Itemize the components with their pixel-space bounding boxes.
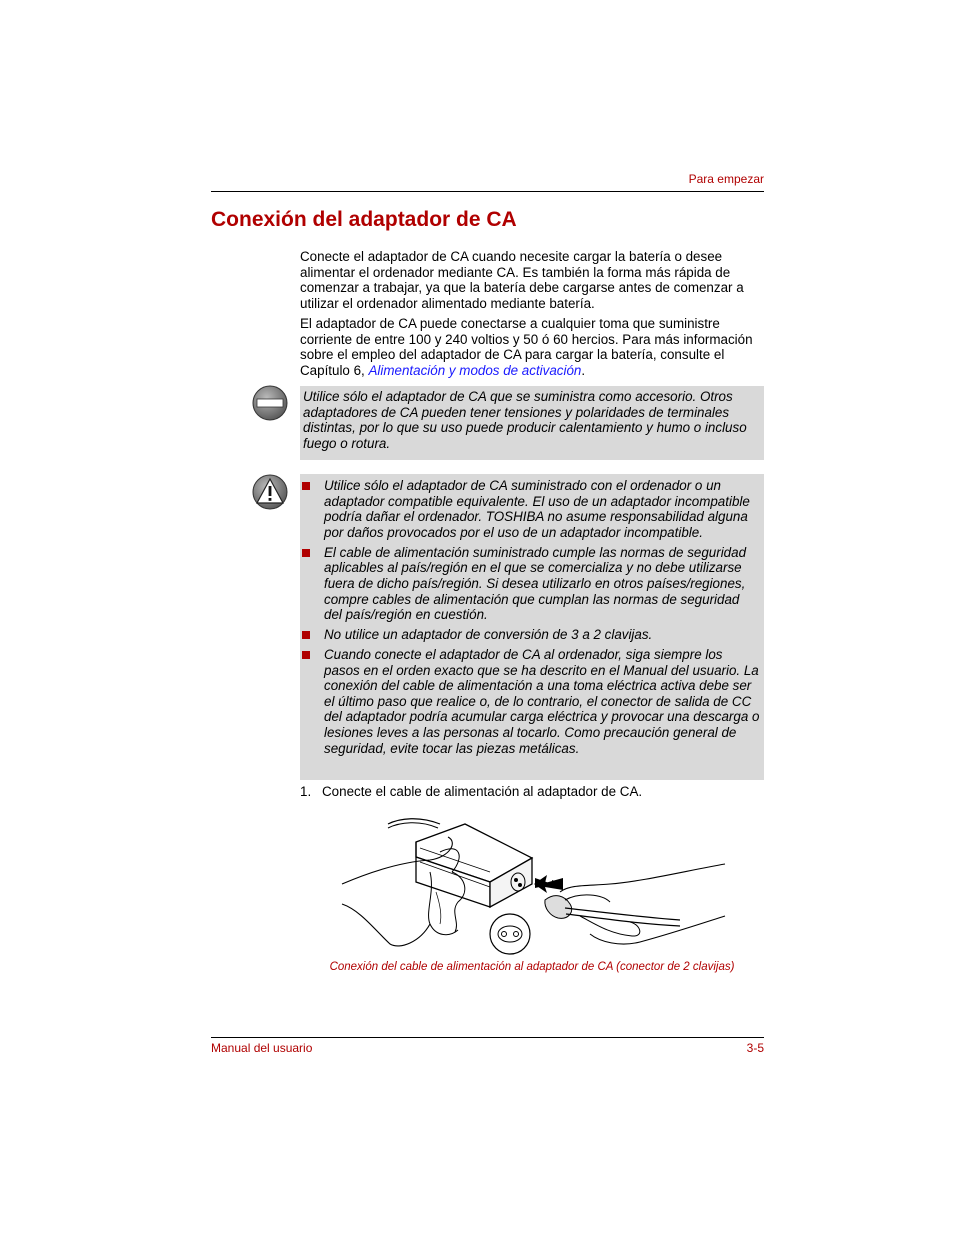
warning-item: [300, 545, 760, 623]
adapter-illustration: [340, 812, 730, 957]
warning-item-text: Utilice sólo el adaptador de CA suministrado con el ordenador o un adaptador compatible equivalente. El uso de un adaptador incompatible podría dañar el ordenador. TOSHIBA no asume responsabilidad alguna por daños provocados por el uso de un adaptador incompatible.: [324, 478, 750, 540]
step-item: [300, 784, 642, 799]
bullet-icon: [302, 631, 310, 639]
bullet-icon: [302, 549, 310, 557]
warning-item-text: El cable de alimentación suministrado cumple las normas de seguridad aplicables al país/región en el que se comercializa y no debe utilizarse fuera de dicho país/región. Si desea utilizarlo en otros países/regiones, compre cables de alimentación que cumplan las normas de seguridad del país/región en cuestión.: [324, 544, 747, 623]
intro-paragraph: Conecte el adaptador de CA cuando necesite cargar la batería o desee alimentar el ordenador mediante CA. Es también la forma más rápida de comenzar a trabajar, ya que la batería debe cargarse antes de comenzar a utilizar el ordenador alimentado mediante batería.: [300, 249, 744, 311]
step-text: Conecte el cable de alimentación al adaptador de CA.: [322, 784, 643, 799]
page-number: 3-5: [746, 1041, 764, 1055]
warning-icon: [252, 474, 288, 510]
warning-list: [300, 478, 760, 756]
info-paragraph-end: .: [581, 362, 586, 378]
info-paragraph: [300, 316, 764, 378]
warning-item: [300, 647, 760, 756]
warning-item-text: Cuando conecte el adaptador de CA al ordenador, siga siempre los pasos en el orden exacto que se ha descrito en el Manual del usuario. La conexión del cable de alimentación a una toma eléctrica activa debe ser el último paso que realice o, de lo contrario, el conector de salida de CC del adaptador podría acumular carga eléctrica y provocar una descarga o lesiones leves a las personas al tocarlo. Como precaución general de seguridad, evite tocar las piezas metálicas.: [324, 647, 760, 756]
step-number: 1.: [300, 784, 312, 799]
chapter-link[interactable]: Alimentación y modos de activación: [368, 362, 582, 378]
footer-manual-title: Manual del usuario: [211, 1041, 313, 1055]
caution-text: Utilice sólo el adaptador de CA que se suministra como accesorio. Otros adaptadores de CA pueden tener tensiones y polaridades de terminales distintas, por lo que su uso puede producir calentamiento y humo o incluso fuego o rotura.: [303, 389, 747, 451]
footer-rule: [211, 1037, 764, 1038]
warning-item: [300, 627, 760, 643]
figure-caption: Conexión del cable de alimentación al adaptador de CA (conector de 2 clavijas): [329, 961, 735, 973]
warning-item: [300, 478, 760, 540]
bullet-icon: [302, 482, 310, 490]
caution-icon: [252, 385, 288, 421]
info-paragraph-text: El adaptador de CA puede conectarse a cualquier toma que suministre corriente de entre 100 y 240 voltios y 50 ó 60 hercios. Para más información sobre el empleo del adaptador de CA para cargar la batería, consulte el Capítulo 6,: [300, 316, 753, 378]
warning-note: [300, 474, 764, 780]
running-header: Para empezar: [688, 172, 764, 186]
warning-item-text: No utilice un adaptador de conversión de 3 a 2 clavijas.: [324, 627, 653, 643]
header-rule: [211, 191, 764, 192]
bullet-icon: [302, 651, 310, 659]
caution-note: [300, 386, 764, 460]
page-title: Conexión del adaptador de CA: [211, 208, 517, 231]
